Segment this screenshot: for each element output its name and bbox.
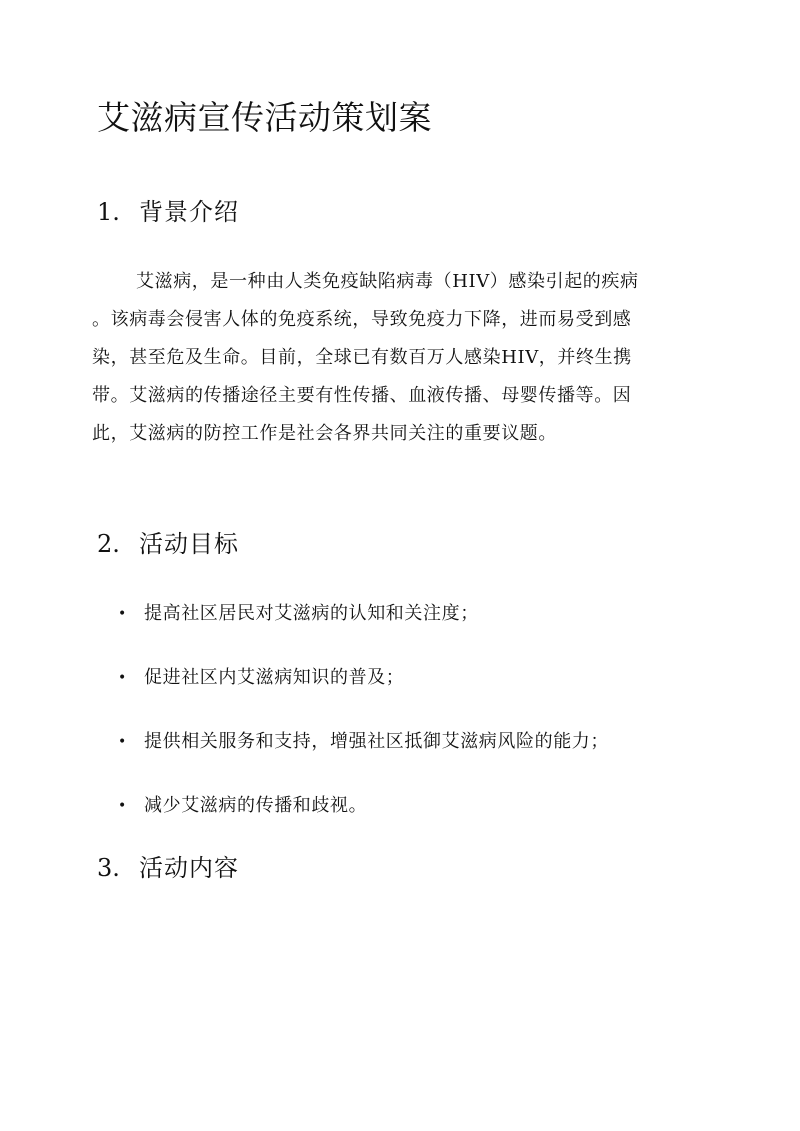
list-item-text: 减少艾滋病的传播和歧视。 — [144, 795, 368, 816]
section-heading-goals — [97, 526, 239, 562]
list-item-text: 促进社区内艾滋病知识的普及； — [144, 667, 405, 688]
paragraph-line: 带。艾滋病的传播途径主要有性传播、血液传播、母婴传播等。因 — [92, 385, 632, 406]
section-number: 3. — [97, 854, 120, 882]
paragraph-line: 。该病毒会侵害人体的免疫系统，导致免疫力下降，进而易受到感 — [92, 309, 632, 330]
bullet-icon: • — [118, 734, 127, 750]
list-item — [118, 660, 609, 724]
background-paragraph — [92, 263, 712, 453]
goals-list — [118, 596, 609, 852]
document-title: 艾滋病宣传活动策划案 — [97, 98, 432, 137]
list-item-text: 提高社区居民对艾滋病的认知和关注度； — [144, 603, 479, 624]
paragraph-line: 艾滋病，是一种由人类免疫缺陷病毒（HIV）感染引起的疾病 — [136, 271, 639, 292]
section-number: 2. — [97, 530, 120, 558]
bullet-icon: • — [118, 606, 127, 622]
section-heading-text: 背景介绍 — [139, 198, 239, 226]
list-item-text: 提供相关服务和支持，增强社区抵御艾滋病风险的能力； — [144, 731, 609, 752]
section-heading-background — [97, 194, 239, 230]
bullet-icon: • — [118, 798, 127, 814]
section-heading-content — [97, 850, 239, 886]
list-item — [118, 596, 609, 660]
list-item — [118, 724, 609, 788]
section-heading-text: 活动内容 — [139, 854, 239, 882]
section-number: 1. — [97, 198, 120, 226]
list-item — [118, 788, 609, 852]
paragraph-line: 此，艾滋病的防控工作是社会各界共同关注的重要议题。 — [92, 423, 557, 444]
section-heading-text: 活动目标 — [139, 530, 239, 558]
bullet-icon: • — [118, 670, 127, 686]
paragraph-line: 染，甚至危及生命。目前，全球已有数百万人感染HIV，并终生携 — [92, 347, 632, 368]
